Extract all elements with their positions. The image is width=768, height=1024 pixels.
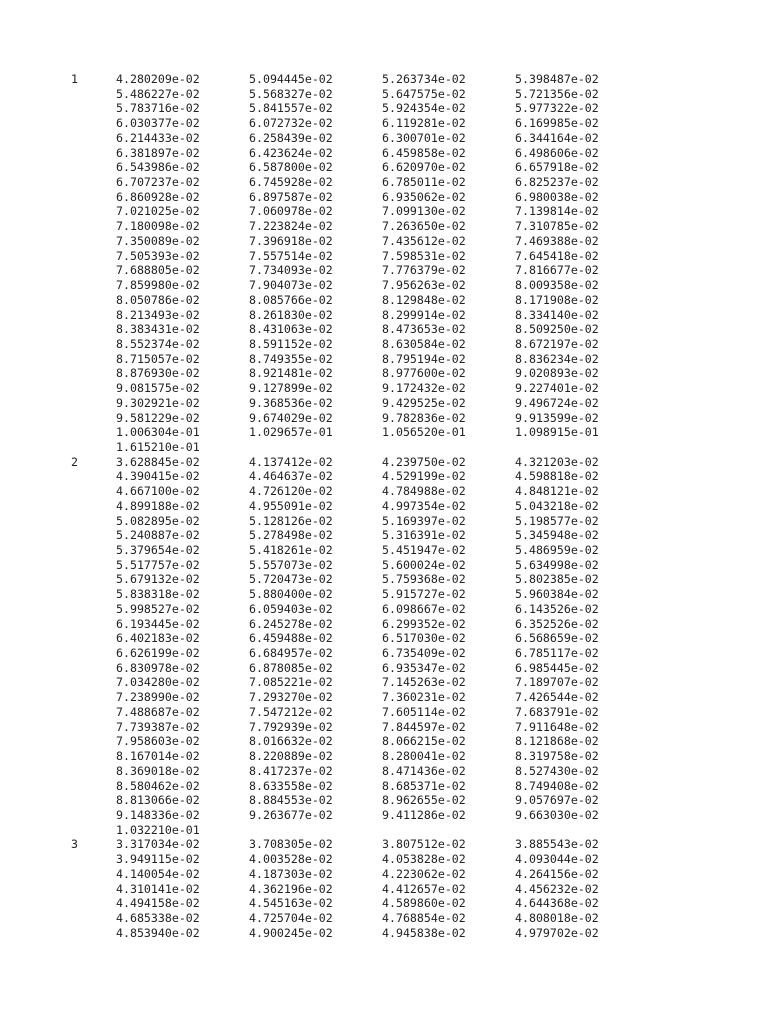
- value-cell: 1.615210e-01: [116, 439, 200, 454]
- data-row: [0, 882, 768, 897]
- value-cell: 7.958603e-02: [116, 734, 200, 749]
- data-row: [0, 87, 768, 102]
- value-cell: 7.683791e-02: [515, 704, 599, 719]
- value-cell: 7.350089e-02: [116, 233, 200, 248]
- data-row: [0, 131, 768, 146]
- value-cell: 4.321203e-02: [515, 454, 599, 469]
- data-row: [0, 558, 768, 573]
- value-cell: 4.598818e-02: [515, 469, 599, 484]
- record-block: [0, 455, 768, 838]
- value-cell: 9.663030e-02: [515, 807, 599, 822]
- value-cell: 5.128126e-02: [249, 513, 333, 528]
- value-cell: 5.418261e-02: [249, 543, 333, 557]
- value-cell: 9.127899e-02: [249, 381, 333, 396]
- value-cell: 8.509250e-02: [515, 322, 599, 337]
- data-row: [0, 896, 768, 911]
- value-cell: 8.220889e-02: [249, 749, 333, 764]
- data-row: [0, 249, 768, 264]
- data-row: [0, 779, 768, 794]
- data-row: [0, 366, 768, 381]
- value-cell: 7.557514e-02: [249, 248, 333, 263]
- value-cell: 7.435612e-02: [382, 233, 466, 248]
- data-row: [0, 734, 768, 749]
- value-cell: 4.725704e-02: [249, 910, 333, 925]
- value-cell: 7.034280e-02: [116, 675, 200, 690]
- value-cell: 6.980038e-02: [515, 189, 599, 204]
- value-cell: 4.784988e-02: [382, 484, 466, 499]
- value-cell: 6.707237e-02: [116, 175, 200, 190]
- value-cell: 5.263734e-02: [382, 72, 466, 86]
- value-cell: 9.057697e-02: [515, 793, 599, 808]
- data-row: [0, 204, 768, 219]
- value-cell: 9.496724e-02: [515, 395, 599, 410]
- value-cell: 8.749408e-02: [515, 778, 599, 793]
- value-cell: 4.667100e-02: [116, 484, 200, 499]
- value-cell: 4.997354e-02: [382, 498, 466, 513]
- value-cell: 1.098915e-01: [515, 425, 599, 440]
- value-cell: 6.193445e-02: [116, 616, 200, 631]
- value-cell: 6.459488e-02: [249, 631, 333, 646]
- value-cell: 5.924354e-02: [382, 101, 466, 116]
- value-cell: 6.214433e-02: [116, 130, 200, 145]
- record-block: [0, 837, 768, 940]
- value-cell: 5.679132e-02: [116, 572, 200, 587]
- value-cell: 8.473653e-02: [382, 322, 466, 337]
- value-cell: 5.802385e-02: [515, 572, 599, 587]
- value-cell: 6.825237e-02: [515, 175, 599, 190]
- value-cell: 4.264156e-02: [515, 866, 599, 881]
- value-cell: 7.360231e-02: [382, 690, 466, 705]
- value-cell: 7.645418e-02: [515, 248, 599, 263]
- value-cell: 5.486959e-02: [515, 543, 599, 557]
- value-cell: 6.030377e-02: [116, 116, 200, 131]
- value-cell: 9.429525e-02: [382, 395, 466, 410]
- value-cell: 5.043218e-02: [515, 498, 599, 513]
- value-cell: 7.816677e-02: [515, 263, 599, 278]
- value-cell: 6.745928e-02: [249, 175, 333, 190]
- value-cell: 7.904073e-02: [249, 278, 333, 293]
- value-cell: 6.568659e-02: [515, 631, 599, 646]
- value-cell: 8.171908e-02: [515, 292, 599, 307]
- value-cell: 5.720473e-02: [249, 572, 333, 587]
- value-cell: 8.050786e-02: [116, 292, 200, 307]
- value-cell: 7.792939e-02: [249, 719, 333, 734]
- value-cell: 4.808018e-02: [515, 910, 599, 925]
- value-cell: 4.310141e-02: [116, 881, 200, 896]
- value-cell: 7.598531e-02: [382, 248, 466, 263]
- data-row: [0, 146, 768, 161]
- value-cell: 5.486227e-02: [116, 86, 200, 101]
- value-cell: 7.776379e-02: [382, 263, 466, 278]
- value-cell: 8.016632e-02: [249, 734, 333, 749]
- value-cell: 6.344164e-02: [515, 130, 599, 145]
- data-row: [0, 852, 768, 867]
- value-cell: 5.517757e-02: [116, 557, 200, 572]
- value-cell: 6.620970e-02: [382, 160, 466, 175]
- value-cell: 8.261830e-02: [249, 307, 333, 322]
- value-cell: 8.836234e-02: [515, 351, 599, 366]
- data-row: [0, 396, 768, 411]
- value-cell: 4.390415e-02: [116, 469, 200, 484]
- value-cell: 6.059403e-02: [249, 601, 333, 616]
- data-row: [0, 646, 768, 661]
- value-cell: 8.795194e-02: [382, 351, 466, 366]
- value-cell: 5.094445e-02: [249, 72, 333, 86]
- data-row: [0, 469, 768, 484]
- data-row: [0, 293, 768, 308]
- value-cell: 5.082895e-02: [116, 513, 200, 528]
- value-cell: 8.431063e-02: [249, 322, 333, 337]
- value-cell: 8.876930e-02: [116, 366, 200, 381]
- value-cell: 8.299914e-02: [382, 307, 466, 322]
- value-cell: 9.782836e-02: [382, 410, 466, 425]
- value-cell: 6.381897e-02: [116, 145, 200, 160]
- data-row: [0, 101, 768, 116]
- value-cell: 6.299352e-02: [382, 616, 466, 631]
- value-cell: 6.897587e-02: [249, 189, 333, 204]
- value-cell: 7.293270e-02: [249, 690, 333, 705]
- value-cell: 6.423624e-02: [249, 145, 333, 160]
- data-row: [0, 514, 768, 529]
- value-cell: 7.488687e-02: [116, 704, 200, 719]
- data-row: [0, 484, 768, 499]
- value-cell: 1.029657e-01: [249, 425, 333, 440]
- value-cell: 7.911648e-02: [515, 719, 599, 734]
- value-cell: 7.263650e-02: [382, 219, 466, 234]
- value-cell: 5.783716e-02: [116, 101, 200, 116]
- value-cell: 5.345948e-02: [515, 528, 599, 543]
- value-cell: 4.464637e-02: [249, 469, 333, 484]
- data-row: [0, 675, 768, 690]
- value-cell: 6.985445e-02: [515, 660, 599, 675]
- value-cell: 7.956263e-02: [382, 278, 466, 293]
- value-cell: 8.280041e-02: [382, 749, 466, 764]
- value-cell: 9.302921e-02: [116, 395, 200, 410]
- value-cell: 6.498606e-02: [515, 145, 599, 160]
- value-cell: 6.735409e-02: [382, 646, 466, 661]
- value-cell: 4.848121e-02: [515, 484, 599, 499]
- value-cell: 8.749355e-02: [249, 351, 333, 366]
- value-cell: 6.830978e-02: [116, 660, 200, 675]
- value-cell: 9.227401e-02: [515, 381, 599, 396]
- value-cell: 8.213493e-02: [116, 307, 200, 322]
- value-cell: 4.955091e-02: [249, 498, 333, 513]
- value-cell: 9.913599e-02: [515, 410, 599, 425]
- value-cell: 8.417237e-02: [249, 763, 333, 778]
- data-row: [0, 337, 768, 352]
- value-cell: 5.647575e-02: [382, 86, 466, 101]
- value-cell: 8.009358e-02: [515, 278, 599, 293]
- value-cell: 6.543986e-02: [116, 160, 200, 175]
- data-row: [0, 793, 768, 808]
- value-cell: 9.081575e-02: [116, 381, 200, 396]
- value-cell: 5.721356e-02: [515, 86, 599, 101]
- value-cell: 4.137412e-02: [249, 454, 333, 469]
- value-cell: 4.529199e-02: [382, 469, 466, 484]
- value-cell: 7.238990e-02: [116, 690, 200, 705]
- value-cell: 5.634998e-02: [515, 557, 599, 572]
- data-row: [0, 278, 768, 293]
- record-index: 3: [71, 837, 78, 852]
- data-row: [0, 808, 768, 823]
- data-row: [0, 823, 768, 838]
- value-cell: 5.169397e-02: [382, 513, 466, 528]
- data-row: [0, 234, 768, 249]
- value-cell: 7.223824e-02: [249, 219, 333, 234]
- value-cell: 7.859980e-02: [116, 278, 200, 293]
- value-cell: 9.263677e-02: [249, 807, 333, 822]
- value-cell: 5.568327e-02: [249, 86, 333, 101]
- data-row: [0, 690, 768, 705]
- value-cell: 5.759368e-02: [382, 572, 466, 587]
- value-cell: 6.785117e-02: [515, 646, 599, 661]
- data-row: [0, 587, 768, 602]
- value-cell: 5.557073e-02: [249, 557, 333, 572]
- value-cell: 9.148336e-02: [116, 807, 200, 822]
- data-row: [0, 631, 768, 646]
- value-cell: 8.085766e-02: [249, 292, 333, 307]
- value-cell: 7.060978e-02: [249, 204, 333, 219]
- value-cell: 8.471436e-02: [382, 763, 466, 778]
- value-cell: 6.245278e-02: [249, 616, 333, 631]
- data-row: [0, 425, 768, 440]
- data-row: [0, 116, 768, 131]
- value-cell: 9.581229e-02: [116, 410, 200, 425]
- value-cell: 5.960384e-02: [515, 587, 599, 602]
- data-row: [0, 160, 768, 175]
- value-cell: 7.739387e-02: [116, 719, 200, 734]
- value-cell: 5.398487e-02: [515, 72, 599, 86]
- value-cell: 4.979702e-02: [515, 925, 599, 940]
- value-cell: 4.545163e-02: [249, 896, 333, 911]
- value-cell: 4.223062e-02: [382, 866, 466, 881]
- value-cell: 8.167014e-02: [116, 749, 200, 764]
- data-row: [0, 911, 768, 926]
- data-row: [0, 440, 768, 455]
- value-cell: 5.977322e-02: [515, 101, 599, 116]
- value-cell: 5.278498e-02: [249, 528, 333, 543]
- value-cell: 6.860928e-02: [116, 189, 200, 204]
- data-row: [0, 499, 768, 514]
- value-cell: 5.600024e-02: [382, 557, 466, 572]
- value-cell: 8.633558e-02: [249, 778, 333, 793]
- value-cell: 7.189707e-02: [515, 675, 599, 690]
- value-cell: 8.129848e-02: [382, 292, 466, 307]
- value-cell: 4.140054e-02: [116, 866, 200, 881]
- value-cell: 4.093044e-02: [515, 852, 599, 867]
- value-cell: 8.630584e-02: [382, 336, 466, 351]
- value-cell: 8.715057e-02: [116, 351, 200, 366]
- value-cell: 4.053828e-02: [382, 852, 466, 867]
- value-cell: 5.198577e-02: [515, 513, 599, 528]
- data-row: [0, 455, 768, 470]
- value-cell: 4.494158e-02: [116, 896, 200, 911]
- value-cell: 5.915727e-02: [382, 587, 466, 602]
- value-cell: 6.352526e-02: [515, 616, 599, 631]
- value-cell: 7.021025e-02: [116, 204, 200, 219]
- value-cell: 3.708305e-02: [249, 837, 333, 852]
- data-row: [0, 308, 768, 323]
- value-cell: 5.316391e-02: [382, 528, 466, 543]
- value-cell: 8.977600e-02: [382, 366, 466, 381]
- value-cell: 4.187303e-02: [249, 866, 333, 881]
- value-cell: 6.935062e-02: [382, 189, 466, 204]
- value-cell: 9.674029e-02: [249, 410, 333, 425]
- value-cell: 3.949115e-02: [116, 852, 200, 867]
- value-cell: 7.180098e-02: [116, 219, 200, 234]
- data-row: [0, 720, 768, 735]
- value-cell: 7.426544e-02: [515, 690, 599, 705]
- value-cell: 5.880400e-02: [249, 587, 333, 602]
- value-cell: 8.066215e-02: [382, 734, 466, 749]
- value-cell: 9.368536e-02: [249, 395, 333, 410]
- value-cell: 8.319758e-02: [515, 749, 599, 764]
- data-row: [0, 381, 768, 396]
- value-cell: 6.517030e-02: [382, 631, 466, 646]
- value-cell: 7.734093e-02: [249, 263, 333, 278]
- data-row: [0, 837, 768, 852]
- value-cell: 8.962655e-02: [382, 793, 466, 808]
- value-cell: 7.099130e-02: [382, 204, 466, 219]
- value-cell: 3.885543e-02: [515, 837, 599, 852]
- value-cell: 4.003528e-02: [249, 852, 333, 867]
- value-cell: 8.527430e-02: [515, 763, 599, 778]
- value-cell: 6.119281e-02: [382, 116, 466, 131]
- value-cell: 4.362196e-02: [249, 881, 333, 896]
- value-cell: 5.838318e-02: [116, 587, 200, 602]
- data-row: [0, 72, 768, 87]
- value-cell: 6.098667e-02: [382, 601, 466, 616]
- value-cell: 6.072732e-02: [249, 116, 333, 131]
- value-cell: 5.379654e-02: [116, 543, 200, 557]
- data-row: [0, 543, 768, 558]
- data-row: [0, 190, 768, 205]
- value-cell: 8.672197e-02: [515, 336, 599, 351]
- value-cell: 8.685371e-02: [382, 778, 466, 793]
- data-row: [0, 528, 768, 543]
- value-cell: 6.258439e-02: [249, 130, 333, 145]
- record-block: [0, 72, 768, 455]
- value-cell: 6.657918e-02: [515, 160, 599, 175]
- value-cell: 5.240887e-02: [116, 528, 200, 543]
- value-cell: 8.334140e-02: [515, 307, 599, 322]
- record-index: 2: [71, 454, 78, 469]
- value-cell: 7.145263e-02: [382, 675, 466, 690]
- value-cell: 7.688805e-02: [116, 263, 200, 278]
- value-cell: 8.552374e-02: [116, 336, 200, 351]
- data-row: [0, 705, 768, 720]
- data-row: [0, 322, 768, 337]
- value-cell: 4.685338e-02: [116, 910, 200, 925]
- value-cell: 7.547212e-02: [249, 704, 333, 719]
- value-cell: 5.451947e-02: [382, 543, 466, 557]
- value-cell: 4.945838e-02: [382, 925, 466, 940]
- data-row: [0, 572, 768, 587]
- value-cell: 8.884553e-02: [249, 793, 333, 808]
- data-row: [0, 617, 768, 632]
- value-cell: 7.605114e-02: [382, 704, 466, 719]
- value-cell: 8.383431e-02: [116, 322, 200, 337]
- value-cell: 1.006304e-01: [116, 425, 200, 440]
- value-cell: 5.998527e-02: [116, 601, 200, 616]
- value-cell: 4.768854e-02: [382, 910, 466, 925]
- value-cell: 8.591152e-02: [249, 336, 333, 351]
- value-cell: 4.456232e-02: [515, 881, 599, 896]
- value-cell: 7.844597e-02: [382, 719, 466, 734]
- value-cell: 4.853940e-02: [116, 925, 200, 940]
- value-cell: 4.899188e-02: [116, 498, 200, 513]
- value-cell: 8.813066e-02: [116, 793, 200, 808]
- value-cell: 7.085221e-02: [249, 675, 333, 690]
- value-cell: 6.878085e-02: [249, 660, 333, 675]
- value-cell: 7.139814e-02: [515, 204, 599, 219]
- data-row: [0, 219, 768, 234]
- data-row: [0, 764, 768, 779]
- data-row: [0, 749, 768, 764]
- data-row: [0, 263, 768, 278]
- value-cell: 8.921481e-02: [249, 366, 333, 381]
- numeric-listing: [0, 72, 768, 940]
- value-cell: 3.317034e-02: [116, 837, 200, 852]
- value-cell: 7.505393e-02: [116, 248, 200, 263]
- value-cell: 6.626199e-02: [116, 646, 200, 661]
- value-cell: 9.172432e-02: [382, 381, 466, 396]
- value-cell: 6.587800e-02: [249, 160, 333, 175]
- value-cell: 1.056520e-01: [382, 425, 466, 440]
- value-cell: 7.396918e-02: [249, 233, 333, 248]
- value-cell: 3.807512e-02: [382, 837, 466, 852]
- data-row: [0, 602, 768, 617]
- value-cell: 4.239750e-02: [382, 454, 466, 469]
- value-cell: 4.280209e-02: [116, 72, 200, 86]
- data-row: [0, 926, 768, 941]
- value-cell: 6.402183e-02: [116, 631, 200, 646]
- record-index: 1: [71, 72, 78, 86]
- data-row: [0, 867, 768, 882]
- value-cell: 4.412657e-02: [382, 881, 466, 896]
- value-cell: 8.369018e-02: [116, 763, 200, 778]
- value-cell: 9.020893e-02: [515, 366, 599, 381]
- value-cell: 3.628845e-02: [116, 454, 200, 469]
- data-row: [0, 411, 768, 426]
- value-cell: 6.169985e-02: [515, 116, 599, 131]
- value-cell: 8.580462e-02: [116, 778, 200, 793]
- value-cell: 5.841557e-02: [249, 101, 333, 116]
- value-cell: 8.121868e-02: [515, 734, 599, 749]
- value-cell: 9.411286e-02: [382, 807, 466, 822]
- value-cell: 4.900245e-02: [249, 925, 333, 940]
- value-cell: 6.935347e-02: [382, 660, 466, 675]
- data-row: [0, 661, 768, 676]
- value-cell: 6.684957e-02: [249, 646, 333, 661]
- value-cell: 4.726120e-02: [249, 484, 333, 499]
- value-cell: 7.469388e-02: [515, 233, 599, 248]
- value-cell: 6.785011e-02: [382, 175, 466, 190]
- data-row: [0, 175, 768, 190]
- value-cell: 6.459858e-02: [382, 145, 466, 160]
- value-cell: 4.644368e-02: [515, 896, 599, 911]
- value-cell: 6.300701e-02: [382, 130, 466, 145]
- data-row: [0, 352, 768, 367]
- value-cell: 7.310785e-02: [515, 219, 599, 234]
- value-cell: 4.589860e-02: [382, 896, 466, 911]
- value-cell: 1.032210e-01: [116, 822, 200, 837]
- value-cell: 6.143526e-02: [515, 601, 599, 616]
